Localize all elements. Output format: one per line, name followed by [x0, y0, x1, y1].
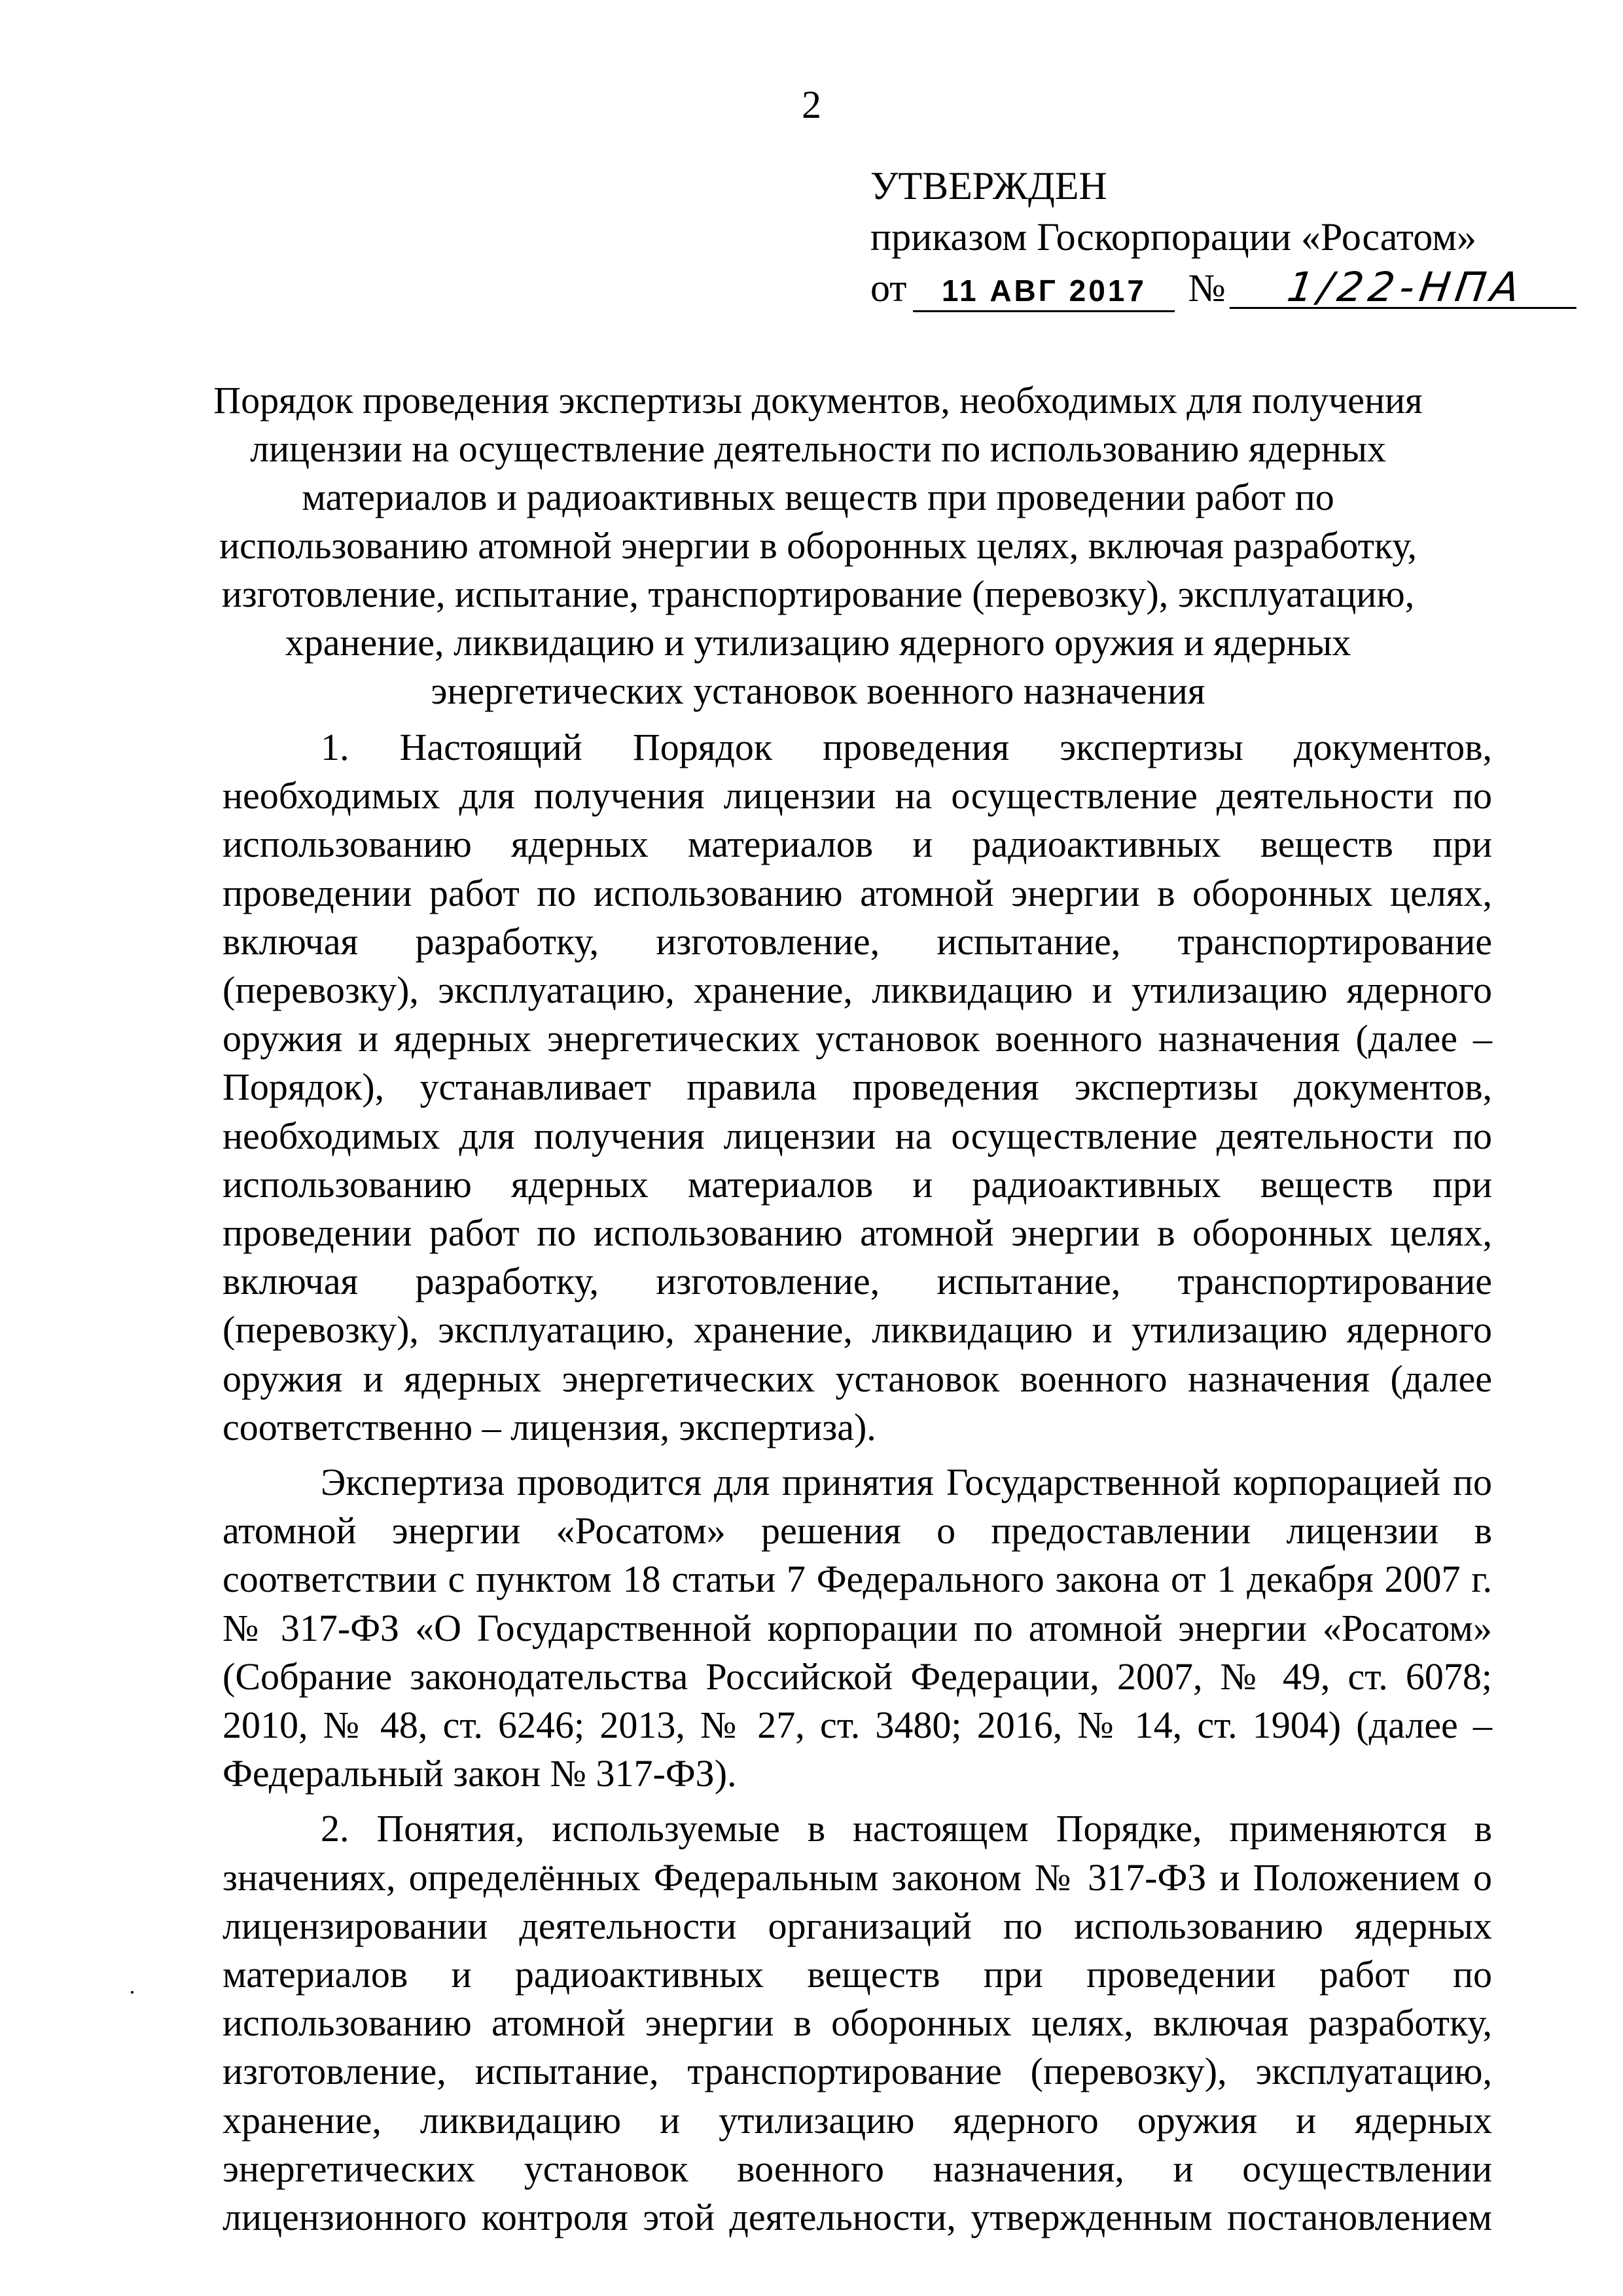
paragraph-2: Экспертиза проводится для принятия Государственной корпорацией по атомной энергии «Росатом» решения о предоставлении лицензии в соответствии с пунктом 18 статьи 7 Федерального закона от 1 декабря 2007 г. № 317-ФЗ «О Государственной корпорации по атомной энергии «Росатом» (Собрание законодательства Российской Федерации, 2007, № 49, ст. 6078; 2010, № 48, ст. 6246; 2013, № 27, ст. 3480; 2016, № 14, ст. 1904) (далее – Федеральный закон № 317-ФЗ). — [223, 1461, 1492, 1795]
approval-number: 1/22-НПА — [1229, 268, 1582, 309]
page-number: 2 — [802, 83, 821, 126]
approval-title: УТВЕРЖДЕН — [870, 164, 1107, 207]
paragraph-1: 1. Настоящий Порядок проведения экспертизы документов, необходимых для получения лицензии на осуществление деятельности по использованию ядерных материалов и радиоактивных веществ при проведении работ по использованию атомной энергии в оборонных целях, включая разработку, изготовление, испытание, транспортирование (перевозку), эксплуатацию, хранение, ликвидацию и утилизацию ядерного оружия и ядерных энергетических установок военного назначения (далее – Порядок), устанавливает правила проведения экспертизы документов, необходимых для получения лицензии на осуществление деятельности по использованию ядерных материалов и радиоактивных веществ при проведении работ по использованию атомной энергии в оборонных целях, включая разработку, изготовление, испытание, транспортирование (перевозку), эксплуатацию, хранение, ликвидацию и утилизацию ядерного оружия и ядерных энергетических установок военного назначения (далее соответственно – лицензия, экспертиза). — [223, 726, 1492, 1448]
approval-date: 11 АВГ 2017 — [913, 271, 1175, 312]
approval-stamp — [870, 160, 1579, 314]
approval-issuer: приказом Госкорпорации «Росатом» — [870, 215, 1477, 259]
paragraph-3: 2. Понятия, используемые в настоящем Порядке, применяются в значениях, определённых Федеральным законом № 317-ФЗ и Положением о лицензировании деятельности организаций по использованию ядерных материалов и радиоактивных веществ при проведении работ по использованию атомной энергии в оборонных целях, включая разработку, изготовление, испытание, транспортирование (перевозку), эксплуатацию, хранение, ликвидацию и утилизацию ядерного оружия и ядерных энергетических установок военного назначения, и осуществлении лицензионного контроля этой деятельности, утвержденным постановлением — [223, 1807, 1492, 2239]
scan-speck — [131, 1991, 134, 1994]
document-title: Порядок проведения экспертизы документов, необходимых для получения лицензии на осуществление деятельности по использованию ядерных материалов и радиоактивных веществ при проведении работ по использованию атомной энергии в оборонных целях, включая разработку, изготовление, испытание, транспортирование (перевозку), эксплуатацию, хранение, ликвидацию и утилизацию ядерного оружия и ядерных энергетических установок военного назначения — [213, 379, 1423, 712]
number-prefix: № — [1188, 266, 1226, 310]
document-body — [223, 723, 1492, 2248]
approval-date-line — [870, 262, 1579, 314]
date-prefix: от — [870, 266, 907, 310]
